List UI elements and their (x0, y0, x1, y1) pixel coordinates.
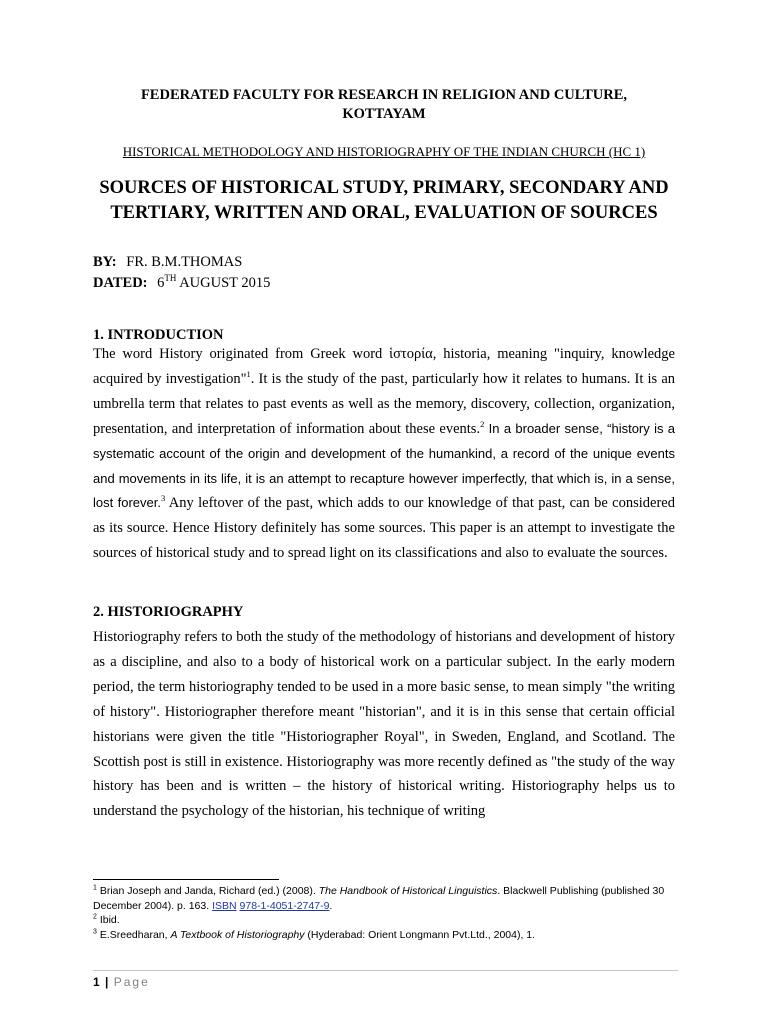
page-label: Page (113, 975, 150, 989)
faculty-heading (60, 86, 708, 124)
footnote-2 (93, 913, 683, 928)
footnote-3-post: (Hyderabad: Orient Longmann Pvt.Ltd., 2004), 1. (304, 928, 536, 941)
course-title: HISTORICAL METHODOLOGY AND HISTORIOGRAPHY OF THE INDIAN CHURCH (HC 1) (122, 144, 646, 159)
footnote-1-number: 1 (93, 884, 97, 892)
intro-text-c: In a broader sense, “history is a systematic account of the origin and development of the humankind, a record of the unique events and movements in its life, it is an attempt to recapture however imperfectly, that which is, in a sense, lost forever. (93, 420, 676, 511)
author-line (93, 254, 242, 271)
author-name: FR. B.M.THOMAS (126, 254, 243, 270)
footnote-ref-2: 2 (480, 418, 485, 429)
isbn-link[interactable]: ISBN (212, 899, 237, 912)
page-number: 1 (93, 975, 100, 989)
page-footer-divider (93, 970, 678, 971)
paper-title (60, 176, 708, 226)
footnote-1-pre: Brian Joseph and Janda, Richard (ed.) (2008). (96, 885, 319, 897)
footnote-divider (93, 879, 279, 880)
faculty-line-2: KOTTAYAM (342, 106, 426, 122)
footnote-2-text: Ibid. (96, 914, 120, 926)
date-line (93, 273, 270, 292)
date-label: DATED: (93, 274, 148, 291)
date-day: 6 (157, 274, 165, 291)
footnote-ref-1: 1 (246, 369, 251, 380)
page-footer (93, 975, 150, 989)
intro-text-a: The word History originated from Greek word ἱστορία, historia, meaning "inquiry, knowledge acquired by investigation" (93, 346, 675, 387)
faculty-line-1: FEDERATED FACULTY FOR RESEARCH IN RELIGION AND CULTURE, (140, 87, 628, 103)
introduction-paragraph (93, 342, 675, 566)
footnote-1 (93, 884, 683, 913)
footnote-3-pre: E.Sreedharan, (96, 928, 171, 941)
paper-title-line-1: SOURCES OF HISTORICAL STUDY, PRIMARY, SECONDARY AND (99, 178, 669, 198)
footnote-1-book-title: The Handbook of Historical Linguistics (318, 885, 498, 897)
footnote-3-number: 3 (93, 928, 97, 935)
footnote-1-post: . Blackwell Publishing (published 30 December 2004). p. 163. (93, 885, 665, 912)
page-separator: | (105, 975, 109, 989)
section-heading-historiography: 2. HISTORIOGRAPHY (93, 604, 244, 620)
date-ordinal: TH (164, 273, 177, 283)
footnote-2-number: 2 (93, 913, 97, 921)
footnote-3-book-title: A Textbook of Historiography (170, 928, 305, 941)
footnote-3 (93, 928, 683, 943)
section-heading-introduction: 1. INTRODUCTION (93, 327, 224, 343)
footnotes (93, 884, 683, 942)
isbn-number-link[interactable]: 978-1-4051-2747-9 (239, 899, 330, 912)
intro-text-d: Any leftover of the past, which adds to our knowledge of that past, can be considered as its source. Hence History definitely has some sources. This paper is an attempt to investigate the sources of historical study and to spread light on its classifications and also to evaluate the sources. (93, 495, 675, 562)
paper-title-line-2: TERTIARY, WRITTEN AND ORAL, EVALUATION OF SOURCES (110, 203, 658, 223)
date-month-year: AUGUST 2015 (176, 274, 271, 291)
author-label: BY: (93, 254, 117, 270)
footnote-ref-3: 3 (160, 493, 166, 504)
historiography-paragraph: Historiography refers to both the study of the methodology of historians and development of history as a discipline, and also to a body of historical work on a particular subject. In the early modern period, the term historiography tended to be used in a more basic sense, to mean simply "the writing of history". Historiographer therefore meant "historian", and it is in this sense that certain official historians were given the title "Historiographer Royal", in Sweden, England, and Scotland. The Scottish post is still in existence. Historiography was more recently defined as "the study of the way history has been and is written – the history of historical writing. Historiography helps us to understand the psychology of the historian, his technique of writing (93, 629, 675, 820)
footnote-1-end: . (329, 899, 333, 912)
intro-text-b: . It is the study of the past, particularly how it relates to humans. It is an umbrella term that relates to past events as well as the memory, discovery, collection, organization, presentation, and interpretation of information about these events. (93, 370, 676, 437)
